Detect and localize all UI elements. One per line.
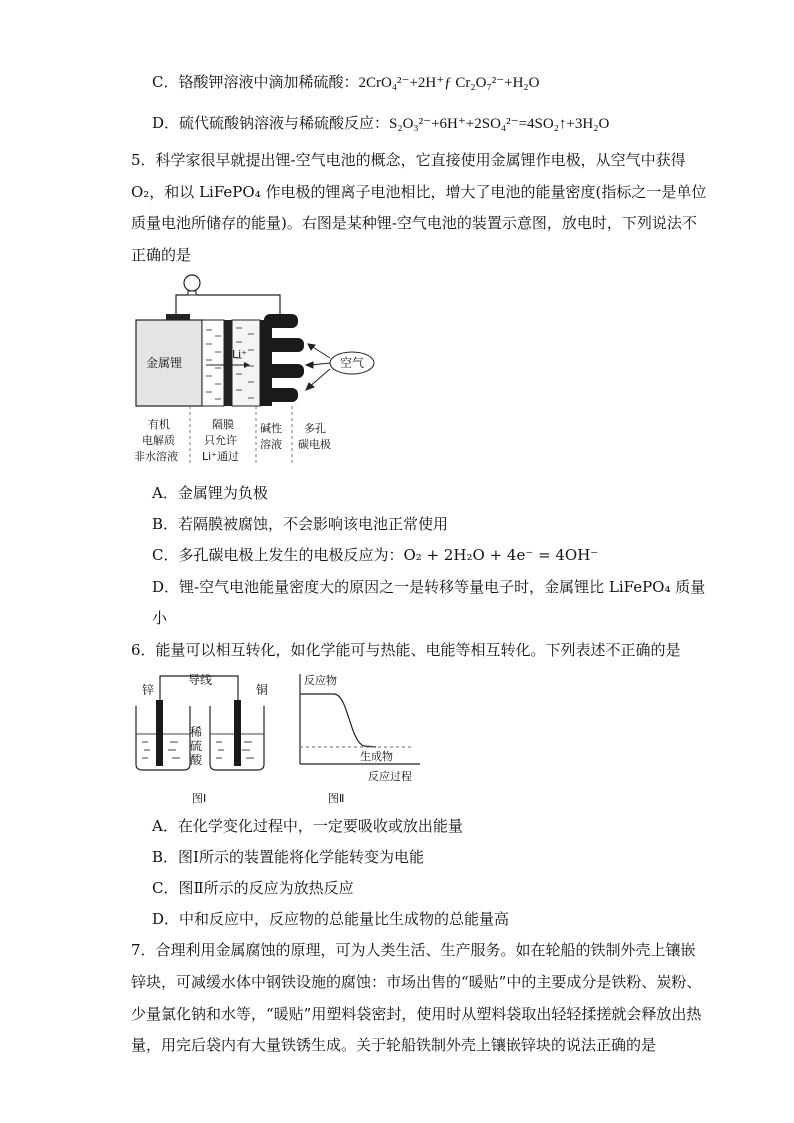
q6-option-a: A．在化学变化过程中，一定要吸收或放出能量: [152, 817, 463, 835]
q7-stem-line-2: 锌块，可减缓水体中钢铁设施的腐蚀：市场出售的“暖贴”中的主要成分是铁粉、炭粉、: [131, 973, 702, 991]
q5-option-b: B．若隔膜被腐蚀，不会影响该电池正常使用: [152, 515, 449, 533]
q7-stem-line-3: 少量氯化钠和水等，“暖贴”用塑料袋密封，使用时从塑料袋取出轻轻揉搓就会释放出热: [131, 1005, 702, 1023]
separator-membrane: [224, 320, 232, 406]
figure-2-caption: 图Ⅱ: [328, 792, 345, 805]
acid-label-1: 稀: [190, 725, 203, 739]
porous-carbon-electrode: [260, 314, 304, 406]
organic-label-3: 非水溶液: [134, 450, 178, 463]
metal-lithium-label: 金属锂: [146, 356, 183, 370]
q6-option-b: B．图Ⅰ所示的装置能将化学能转变为电能: [152, 848, 424, 866]
air-label: 空气: [340, 356, 365, 370]
separator-label-3: Li⁺通过: [202, 450, 239, 463]
li-air-battery-figure: [132, 270, 382, 470]
option-c-prev-formula: 2CrO₄²⁻+2H⁺ƒ Cr₂O₇²⁻+H₂O: [358, 75, 540, 91]
separator-label-2: 只允许: [204, 434, 237, 447]
reaction-progress-label: 反应过程: [368, 770, 412, 783]
acid-label-2: 硫: [190, 739, 203, 753]
organic-label-1: 有机: [148, 418, 170, 431]
q5-stem-line-2: O₂，和以 LiFePO₄ 作电极的锂离子电池相比，增大了电池的能量密度(指标之一是单位: [131, 183, 707, 201]
figure-1-galvanic-cell: [134, 670, 284, 810]
q5-stem-line-4: 正确的是: [131, 246, 192, 264]
li-ion-label: Li⁺: [232, 348, 247, 361]
alkaline-label-1: 碱性: [260, 422, 282, 435]
separator-label-1: 隔膜: [212, 418, 234, 431]
zinc-label: 锌: [142, 683, 155, 697]
option-d-prev-formula: S₂O₃²⁻+6H⁺+2SO₄²⁻=4SO₂↑+3H₂O: [389, 116, 610, 132]
acid-label-3: 酸: [190, 753, 203, 767]
option-d-prev-label: D．硫代硫酸钠溶液与稀硫酸反应：: [152, 114, 390, 132]
q5-option-d: D．锂-空气电池能量密度大的原因之一是转移等量电子时，金属锂比 LiFePO₄ 质量: [152, 578, 706, 596]
figure-2-energy-diagram: [292, 670, 432, 810]
q5-stem-line-3: 质量电池所储存的能量)。右图是某种锂-空气电池的装置示意图，放电时，下列说法不: [131, 214, 697, 232]
q6-option-d: D．中和反应中，反应物的总能量比生成物的总能量高: [152, 910, 510, 928]
q6-stem: 6．能量可以相互转化，如化学能可与热能、电能等相互转化。下列表述不正确的是: [131, 641, 681, 659]
option-d-prev: [152, 113, 609, 134]
porous-label-2: 碳电极: [298, 438, 331, 451]
q5-option-c: C．多孔碳电极上发生的电极反应为：O₂ + 2H₂O + 4e⁻ = 4OH⁻: [152, 546, 599, 564]
figure-1-caption: 图Ⅰ: [192, 792, 207, 805]
wire-label: 导线: [188, 673, 213, 687]
reactants-label: 反应物: [304, 674, 337, 687]
products-label: 生成物: [360, 750, 393, 763]
alkaline-label-2: 溶液: [260, 438, 282, 451]
bulb-icon: [184, 275, 200, 295]
option-c-prev: [152, 72, 539, 93]
organic-electrolyte-region: [202, 320, 224, 406]
q5-stem-line-1: 5．科学家很早就提出锂-空气电池的概念，它直接使用金属锂作电极，从空气中获得: [131, 151, 686, 169]
zinc-electrode: [156, 700, 163, 766]
q5-option-d-cont: 小: [152, 609, 168, 627]
q5-option-a: A．金属锂为负极: [152, 484, 268, 502]
copper-label: 铜: [256, 683, 269, 697]
q6-option-c: C．图Ⅱ所示的反应为放热反应: [152, 879, 354, 897]
q7-stem-line-1: 7．合理利用金属腐蚀的原理，可为人类生活、生产服务。如在轮船的铁制外壳上镶嵌: [131, 941, 696, 959]
option-c-prev-label: C．铬酸钾溶液中滴加稀硫酸：: [152, 73, 359, 91]
organic-label-2: 电解质: [142, 434, 175, 447]
q7-stem-line-4: 量，用完后袋内有大量铁锈生成。关于轮船铁制外壳上镶嵌锌块的说法正确的是: [131, 1036, 657, 1054]
energy-curve: [300, 694, 376, 747]
copper-electrode: [234, 700, 241, 766]
porous-label-1: 多孔: [304, 422, 326, 435]
